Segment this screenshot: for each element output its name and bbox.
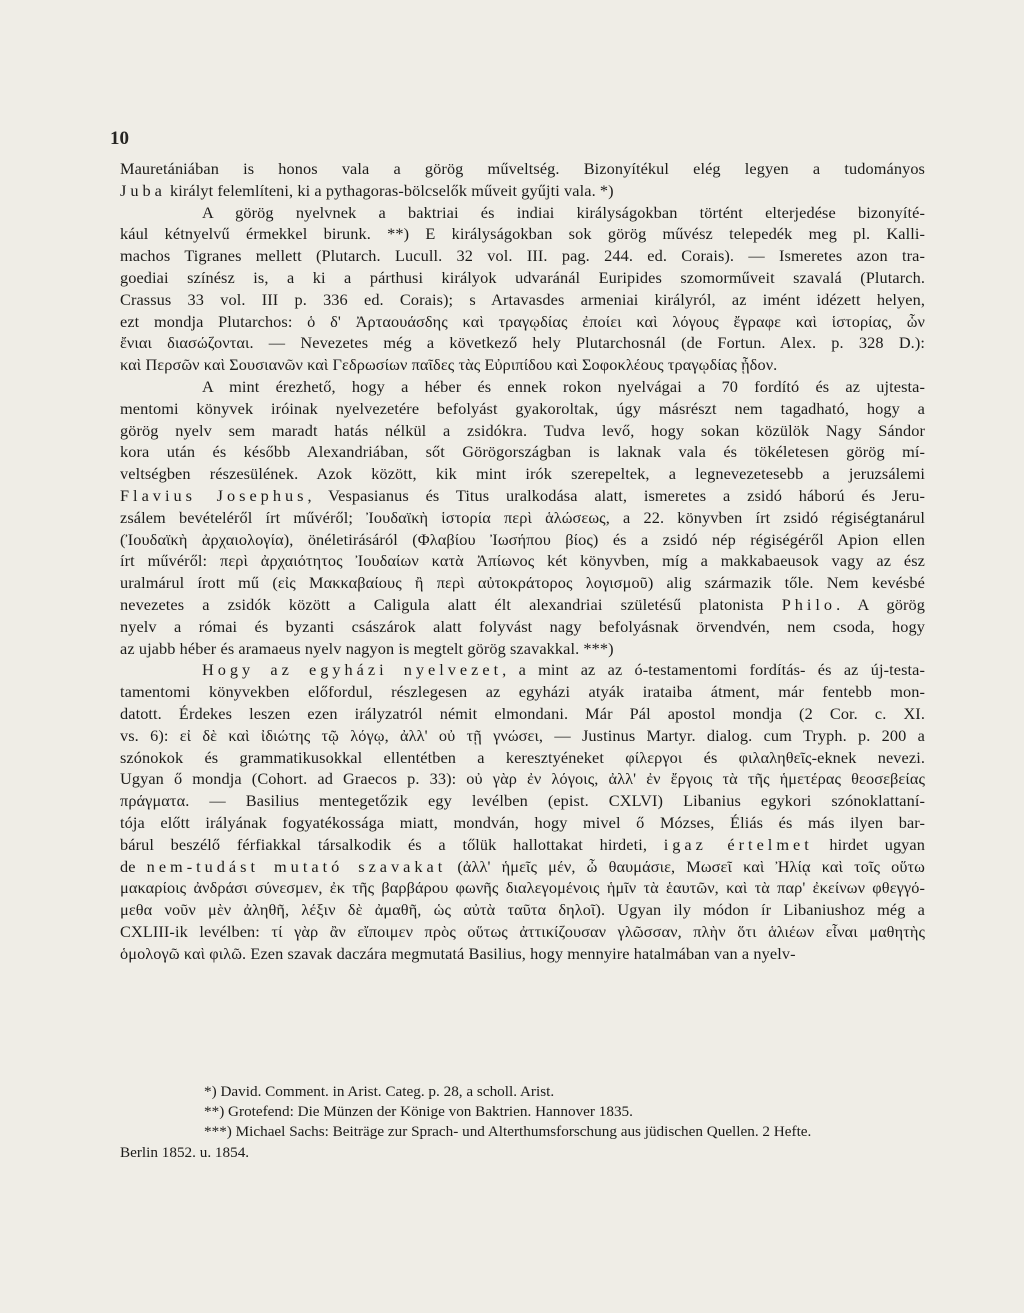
text-line: tója előtt irályának fogyatékossága miatt, mondván, hogy mivel ő Mózses, Éliás és más ilyen bar-	[120, 812, 925, 832]
text-line: mentomi könyvek iróinak nyelvezetére befolyást gyakoroltak, úgy másrészt nem tagadható, hogy a	[120, 398, 925, 418]
footnote-3: ***) Michael Sachs: Beiträge zur Sprach- und Alterthumsforschung aus jüdischen Quellen. 2 Hefte.	[204, 1123, 812, 1141]
text-line: A mint érezhető, hogy a héber és ennek rokon nyelvágai a 70 fordító és az ujtesta-	[202, 376, 925, 396]
text-line: machos Tigranes mellett (Plutarch. Lucull. 32 vol. III. pag. 244. ed. Corais). — Ismeretes azon tra-	[120, 246, 925, 266]
text-line: Flavius Josephus, Vespasianus és Titus uralkodása alatt, ismeretes a zsidó háború és Jeru-	[120, 485, 925, 505]
text-line: ezt mondja Plutarchos: ὁ δ' Ἀρταουάσδης καὶ τραγῳδίας ἐποίει καὶ λόγους ἔγραφε καὶ ἱστορίας, ὧν	[120, 311, 925, 331]
footnote-2: **) Grotefend: Die Münzen der Könige von Baktrien. Hannover 1835.	[204, 1103, 633, 1121]
text-line: írt művéről: περὶ ἀρχαιότητος Ἰουδαίων κατὰ Ἀπίωνος két könyvben, míg a makkabaeusok vagy az ész	[120, 551, 925, 571]
text-line: Crassus 33 vol. III p. 336 ed. Corais); s Artavasdes armeniai királyról, az imént idézett helyen,	[120, 289, 925, 309]
text-line: kául kétnyelvű érmekkel birunk. **) E királyságokban sok görög művész telepedék meg pl. Kalli-	[120, 224, 925, 244]
text-line: az ujabb héber és aramaeus nyelv nagyon is megtelt görög szavakkal. ***)	[120, 638, 614, 658]
text-line: A görög nyelvnek a baktriai és indiai királyságokban történt elterjedése bizonyíté-	[202, 202, 925, 222]
text-line: ὁμολογῶ καὶ φιλῶ. Ezen szavak daczára megmutatá Basilius, hogy mennyire hatalmában van a nyelv-	[120, 943, 796, 963]
text-line: tamentomi könyvekben előfordul, részlegesen az egyházi atyák irataiba átment, már fentebb mon-	[120, 682, 925, 702]
footnote-3-continuation: Berlin 1852. u. 1854.	[120, 1143, 250, 1161]
text-line: Ugyan ő mondja (Cohort. ad Graecos p. 33): οὐ γὰρ ἐν λόγοις, ἀλλ' ἐν ἔργοις τὰ τῆς ἡμετέρας θεοσεβείας	[120, 769, 925, 789]
text-line: uralmárul írott mű (εἰς Μακκαβαίους ἢ περὶ αὐτοκράτορος λογισμοῦ) alig származik tőle. Nem kevésbé	[120, 573, 925, 593]
text-line: πράγματα. — Basilius mentegetőzik egy levélben (epist. CXLVI) Libanius egykori szónoklattaní-	[120, 791, 925, 811]
text-line: Mauretániában is honos vala a görög műveltség. Bizonyítékul elég legyen a tudományos	[120, 159, 925, 178]
footnotes	[120, 1082, 925, 1163]
text-line: ἔνιαι διασώζονται. — Nevezetes még a következő hely Plutarchosnál (de Fortun. Alex. p. 328 D.):	[120, 333, 925, 353]
text-line: nyelv a római és byzanti császárok alatt folyvást nagy befolyásnak örvendvén, nem csoda, hogy	[120, 616, 925, 636]
text-line: Juba királyt felemlíteni, ki a pythagoras-bölcselők műveit gyűjti vala. *)	[120, 180, 614, 200]
page-number: 10	[110, 128, 129, 149]
text-line: vs. 6): εἰ δὲ καὶ ἰδιώτης τῷ λόγῳ, ἀλλ' οὐ τῇ γνώσει, — Justinus Martyr. dialog. cum Tryph. p. 200 a	[120, 725, 925, 745]
text-line: μεθα νοῦν μὲν ἀληθῆ, λέξιν δὲ ἀμαθῆ, ὡς αὐτὰ ταῦτα δηλοῖ). Ugyan ily módon ír Libaniushoz még a	[120, 900, 925, 920]
text-line: kora után és később Alexandriában, sőt Görögországban is laknak vala és tökéletesen görög mí-	[120, 442, 925, 462]
text-line: nevezetes a zsidók között a Caligula alatt élt alexandriai születésű platonista Philo. A görög	[120, 594, 925, 614]
text-line: καὶ Περσῶν καὶ Σουσιανῶν καὶ Γεδρωσίων παῖδες τὰς Εὐριπίδου καὶ Σοφοκλέους τραγῳδίας ᾖδον.	[120, 355, 778, 375]
text-line: goediai színész is, a ki a párthusi királyok udvaránál Euripides szomorműveit szavalá (Plutarch.	[120, 267, 925, 287]
text-line: datott. Érdekes leszen ezen irályzatról némit elmondani. Már Pál apostol mondja (2 Cor. c. XI.	[120, 703, 925, 723]
text-line: de nem-tudást mutató szavakat (ἀλλ' ἡμεῖς μέν, ὦ θαυμάσιε, Μωσεῖ καὶ Ἠλίᾳ καὶ τοῖς οὕτω	[120, 856, 925, 876]
text-line: zsálem bevételéről írt művéről; Ἰουδαϊκὴ ἱστορία περὶ ἁλώσεως, a 22. könyvben írt zsidó régiségtanárul	[120, 507, 925, 527]
text-line: görög nyelv sem maradt hatás nélkül a zsidókra. Tudva levő, hogy sokan közülök Nagy Sándor	[120, 420, 925, 440]
text-line: veltségben részesülének. Azok között, kik mint irók szerepeltek, a legnevezetesebb a jeruzsálemi	[120, 464, 925, 484]
text-line: szónokok és grammatikusokkal ellentétben a keresztyéneket φίλεργοι és φιλαληθεῖς-eknek nevezi.	[120, 747, 925, 767]
text-line: Hogy az egyházi nyelvezet, a mint az az ó-testamentomi fordítás- és az új-testa-	[202, 660, 925, 680]
footnote-1: *) David. Comment. in Arist. Categ. p. 28, a scholl. Arist.	[204, 1083, 555, 1100]
text-line: (Ἰουδαϊκὴ ἀρχαιολογία), önéletirásáról (Φλαβίου Ἰωσήπου βίος) és a zsidó nép régiségéről Apion ellen	[120, 529, 925, 549]
body-text	[120, 158, 925, 964]
text-line: bárul beszélő férfiakkal társalkodik és a tőlük hallottakat hirdeti, igaz értelmet hirdet ugyan	[120, 834, 925, 854]
text-line: μακαρίοις ἀνδράσι σύνεσμεν, ἐκ τῆς βαρβάρου φωνῆς διαλεγομένοις ἡμῖν τὰ ἑαυτῶν, καὶ τὰ παρ' ἐκείνων φθεγγό-	[120, 878, 925, 898]
text-line: CXLIII-ik levélben: τί γὰρ ἂν εἴποιμεν πρὸς οὕτως ἀττικίζουσαν γλῶσσαν, πλὴν ὅτι ἁλιέων εἶναι μαθητὴς	[120, 921, 925, 941]
